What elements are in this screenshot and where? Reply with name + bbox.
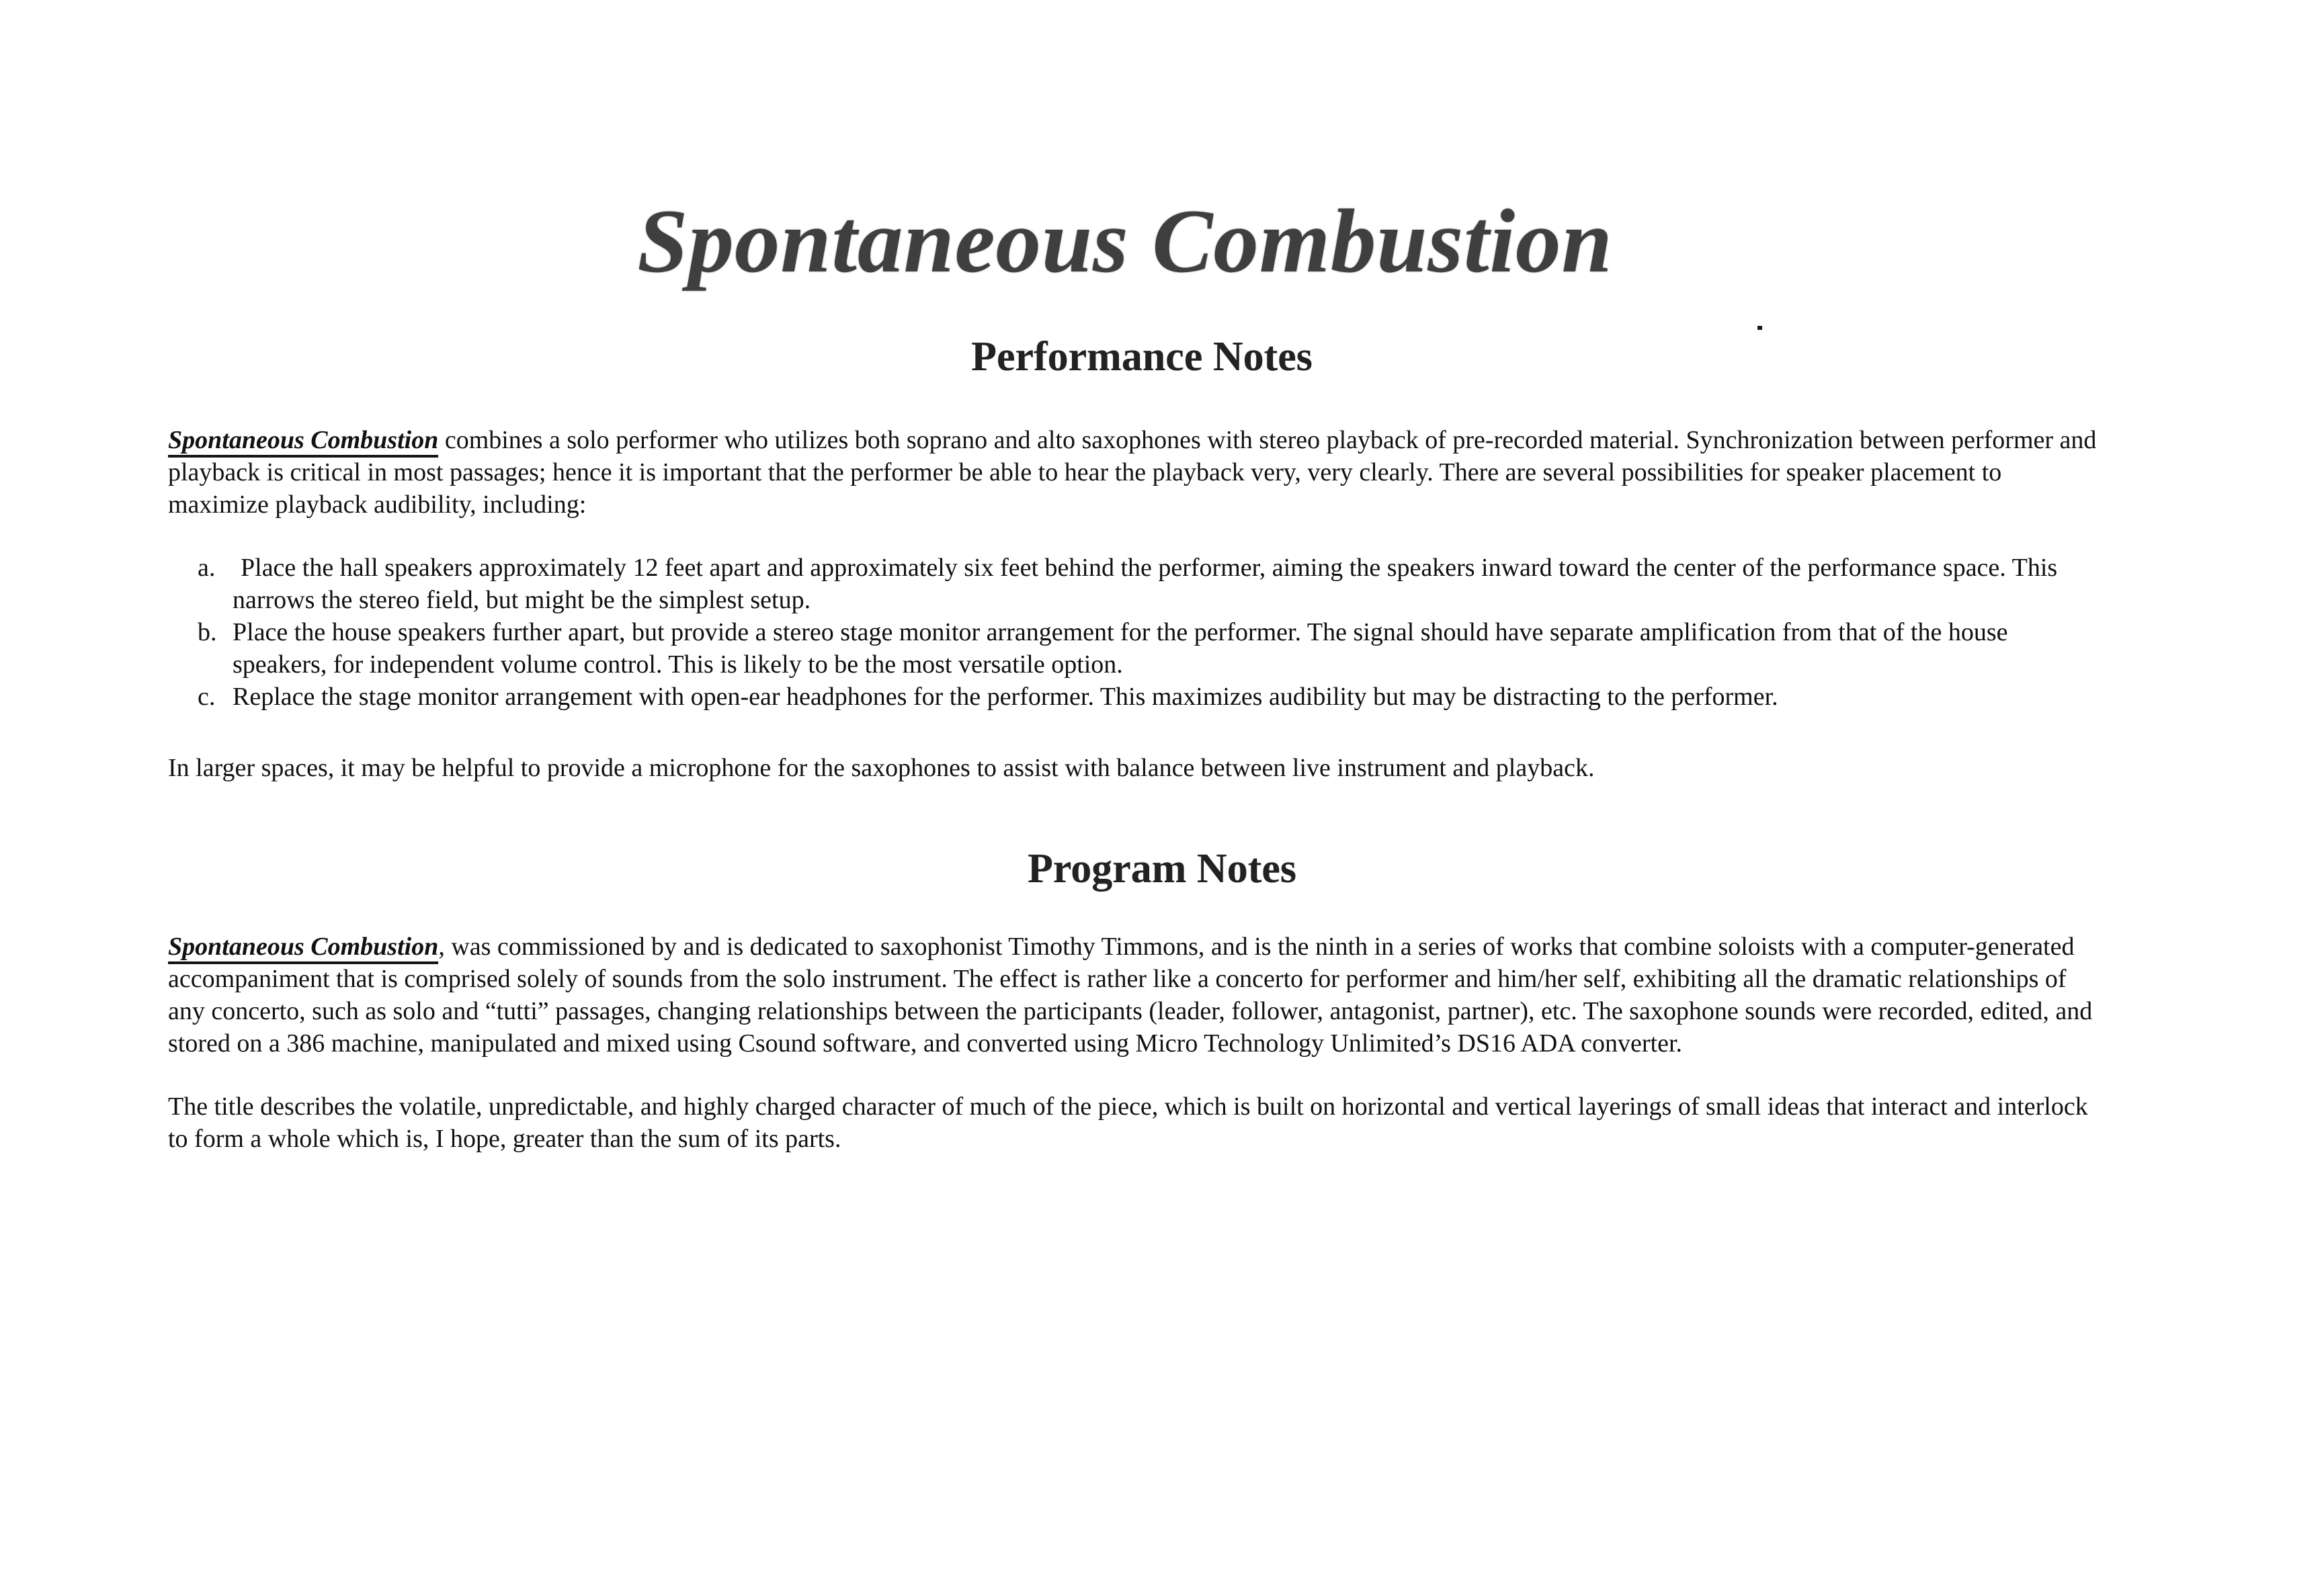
list-marker-c: c. (198, 683, 216, 711)
paragraph-program-2: The title describes the volatile, unpredictable, and highly charged character of much of the piece, which is built on horizontal and vertical layerings of small ideas that interact and interlock to form a whole which is, I hope, greater than the sum of its parts. (168, 1092, 2088, 1153)
document-body (0, 424, 2324, 784)
list-item-c-text: Replace the stage monitor arrangement with open-ear headphones for the performer. This maximizes audibility but may be distracting to the performer. (233, 683, 1778, 711)
section-heading-performance-notes: Performance Notes (971, 334, 1313, 380)
document-title: Spontaneous Combustion (637, 191, 1613, 292)
paragraph-program-1 (168, 931, 2102, 1060)
list-marker-a: a. (198, 554, 216, 582)
scan-artifact-dot (1757, 326, 1762, 330)
section-heading-program-notes: Program Notes (1027, 846, 1296, 892)
paragraph-performance-intro (168, 424, 2102, 521)
list-item-a (168, 552, 2102, 616)
work-title-inline-performance: Spontaneous Combustion (168, 426, 438, 458)
list-item-c (168, 681, 2102, 713)
paragraph-performance-intro-text: combines a solo performer who utilizes both soprano and alto saxophones with stereo playback of pre-recorded material. Synchronization between performer and playback is critical in most passages; hence it is important that the performer be able to hear the playback very, very clearly. There are several possibilities for speaker placement to maximize playback audibility, including: (168, 426, 2097, 519)
document-page (0, 191, 2324, 1589)
paragraph-performance-closing: In larger spaces, it may be helpful to provide a microphone for the saxophones to assist with balance between live instrument and playback. (168, 754, 1595, 782)
list-item-b (168, 616, 2102, 681)
list-marker-b: b. (198, 618, 217, 646)
list-item-a-text: Place the hall speakers approximately 12 feet apart and approximately six feet behind the performer, aiming the speakers inward toward the center of the performance space. This narrows the stereo field, but might be the simplest setup. (233, 554, 2058, 614)
work-title-inline-program: Spontaneous Combustion (168, 933, 438, 964)
paragraph-program-1-text: , was commissioned by and is dedicated to saxophonist Timothy Timmons, and is the ninth in a series of works that combine soloists with a computer-generated accompaniment that is comprised solely of sounds from the solo instrument. The effect is rather like a concerto for performer and him/her self, exhibiting all the dramatic relationships of any concerto, such as solo and “tutti” passages, changing relationships between the participants (leader, follower, antagonist, partner), etc. The saxophone sounds were recorded, edited, and stored on a 386 machine, manipulated and mixed using Csound software, and converted using Micro Technology Unlimited’s DS16 ADA converter. (168, 933, 2093, 1058)
program-notes-body (0, 931, 2324, 1155)
speaker-placement-list (168, 552, 2102, 713)
list-item-b-text: Place the house speakers further apart, but provide a stereo stage monitor arrangement for the performer. The signal should have separate amplification from that of the house speakers, for independent volume control. This is likely to be the most versatile option. (233, 618, 2008, 679)
